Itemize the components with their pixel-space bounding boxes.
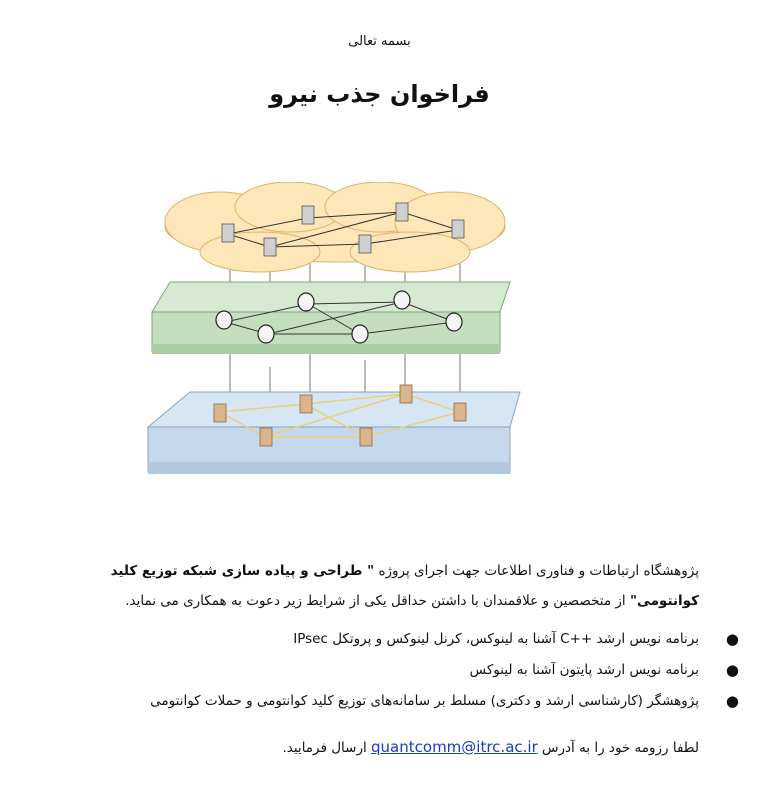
list-item: [59, 686, 739, 717]
qkd-network-diagram: [140, 182, 530, 487]
bismillah: بسمه تعالی: [348, 34, 411, 49]
page-title: فراخوان جذب نیرو: [269, 80, 490, 108]
bullet-icon: ●: [725, 692, 739, 710]
contact-text-2: ارسال فرمایید.: [282, 740, 372, 756]
project-name: " طراحی و پیاده سازی شبکه توزیع کلید کوانتومی": [110, 563, 699, 609]
intro-text-1: پژوهشگاه ارتباطات و فناوری اطلاعات جهت اجرای پروژه: [374, 563, 699, 579]
intro-text-2: از متخصصین و علاقمندان با داشتن حداقل یکی از شرایط زیر دعوت به همکاری می نماید.: [125, 593, 630, 609]
list-item: [59, 655, 739, 686]
contact-text-1: لطفا رزومه خود را به آدرس: [537, 740, 699, 756]
bullet-icon: ●: [725, 630, 739, 648]
requirement-text: برنامه نویس ارشد ++C آشنا به لینوکس، کرنل لینوکس و پروتکل IPsec: [293, 631, 699, 647]
requirements-list: [59, 624, 739, 717]
list-item: [59, 624, 739, 655]
requirement-text: برنامه نویس ارشد پایتون آشنا به لینوکس: [469, 662, 699, 678]
bullet-icon: ●: [725, 661, 739, 679]
email-link[interactable]: quantcomm@itrc.ac.ir: [371, 738, 538, 756]
contact-line: [282, 732, 699, 763]
requirement-text: پژوهشگر (کارشناسی ارشد و دکتری) مسلط بر سامانه‌های توزیع کلید کوانتومی و حملات کوانتومی: [150, 693, 699, 709]
intro-paragraph: [59, 556, 699, 616]
